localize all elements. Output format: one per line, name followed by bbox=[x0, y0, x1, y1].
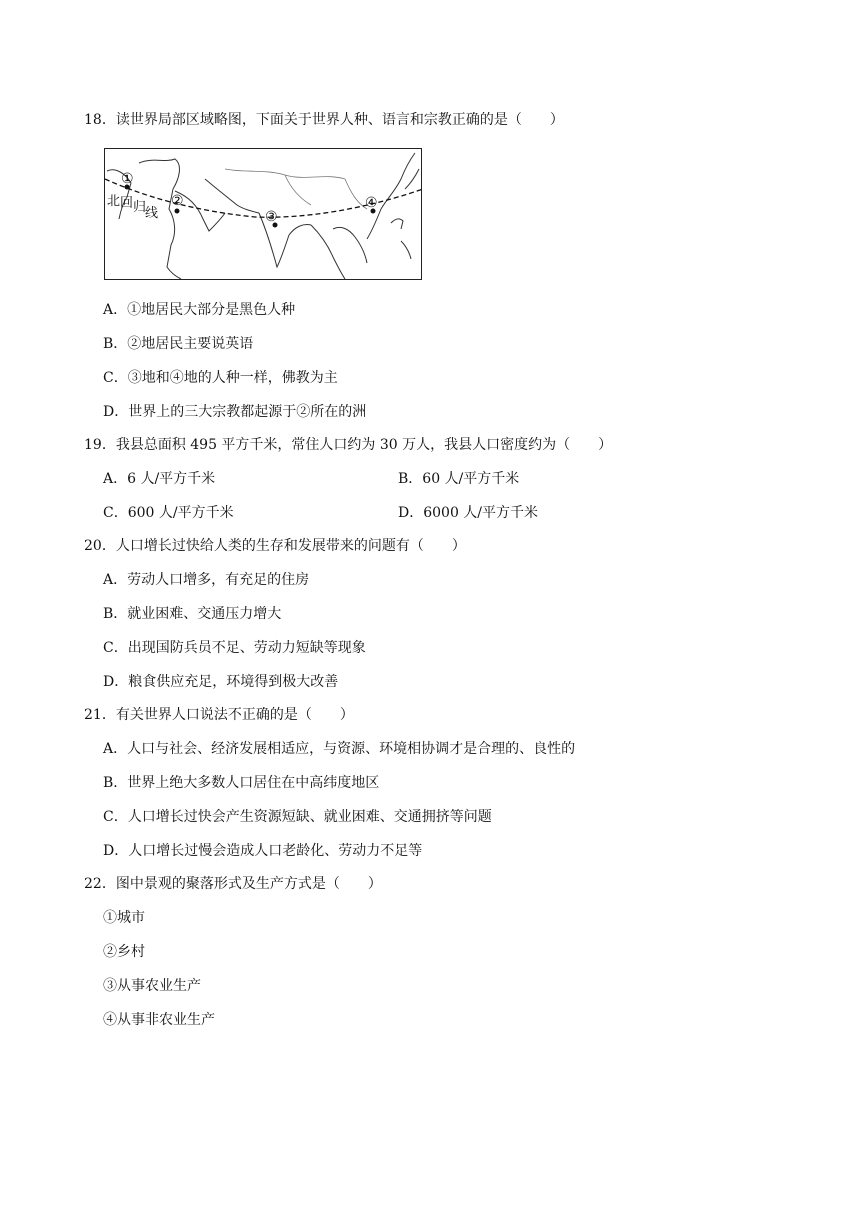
q21-option-c: C．人口增长过快会产生资源短缺、就业困难、交通拥挤等问题 bbox=[103, 809, 492, 825]
marker-1-label: ① bbox=[121, 171, 134, 187]
q22-choice-1: ①城市 bbox=[103, 910, 145, 926]
map-drawing bbox=[105, 149, 422, 280]
q22-choice-2: ②乡村 bbox=[103, 944, 145, 960]
world-region-map bbox=[104, 148, 422, 280]
q20-option-d: D．粮食供应充足，环境得到极大改善 bbox=[103, 674, 339, 690]
q22-choice-3: ③从事农业生产 bbox=[103, 978, 201, 994]
question-21-stem: 21．有关世界人口说法不正确的是（ ） bbox=[84, 707, 354, 723]
tropic-label-1: 北 bbox=[107, 194, 121, 209]
tropic-label-3: 归 bbox=[133, 200, 147, 215]
question-18-stem: 18．读世界局部区域略图，下面关于世界人种、语言和宗教正确的是（ ） bbox=[84, 112, 564, 128]
q19-option-b: B．60 人/平方千米 bbox=[398, 471, 520, 487]
q18-option-b: B．②地居民主要说英语 bbox=[103, 336, 254, 352]
q22-choice-4: ④从事非农业生产 bbox=[103, 1012, 215, 1028]
q18-option-a: A．①地居民大部分是黑色人种 bbox=[103, 302, 296, 318]
marker-2-label: ② bbox=[171, 193, 184, 209]
question-22-stem: 22．图中景观的聚落形式及生产方式是（ ） bbox=[84, 876, 382, 892]
q21-option-a: A．人口与社会、经济发展相适应，与资源、环境相协调才是合理的、良性的 bbox=[103, 741, 576, 757]
marker-4-label: ④ bbox=[365, 195, 378, 211]
q19-option-d: D．6000 人/平方千米 bbox=[398, 505, 539, 521]
q21-option-d: D．人口增长过慢会造成人口老龄化、劳动力不足等 bbox=[103, 843, 423, 859]
q19-option-a: A．6 人/平方千米 bbox=[103, 471, 216, 487]
q20-option-c: C．出现国防兵员不足、劳动力短缺等现象 bbox=[103, 640, 366, 656]
q20-option-b: B．就业困难、交通压力增大 bbox=[103, 606, 282, 622]
q19-option-c: C．600 人/平方千米 bbox=[103, 505, 234, 521]
tropic-label-4: 线 bbox=[145, 206, 159, 221]
question-19-stem: 19．我县总面积 495 平方千米，常住人口约为 30 万人，我县人口密度约为（ ） bbox=[84, 437, 613, 453]
q18-option-c: C．③地和④地的人种一样，佛教为主 bbox=[103, 370, 338, 386]
q21-option-b: B．世界上绝大多数人口居住在中高纬度地区 bbox=[103, 775, 380, 791]
marker-3-label: ③ bbox=[265, 209, 278, 225]
tropic-label-2: 回 bbox=[120, 196, 134, 211]
question-20-stem: 20．人口增长过快给人类的生存和发展带来的问题有（ ） bbox=[84, 538, 466, 554]
marker-2-dot bbox=[175, 209, 180, 214]
q20-option-a: A．劳动人口增多，有充足的住房 bbox=[103, 572, 310, 588]
q18-option-d: D．世界上的三大宗教都起源于②所在的洲 bbox=[103, 404, 367, 420]
